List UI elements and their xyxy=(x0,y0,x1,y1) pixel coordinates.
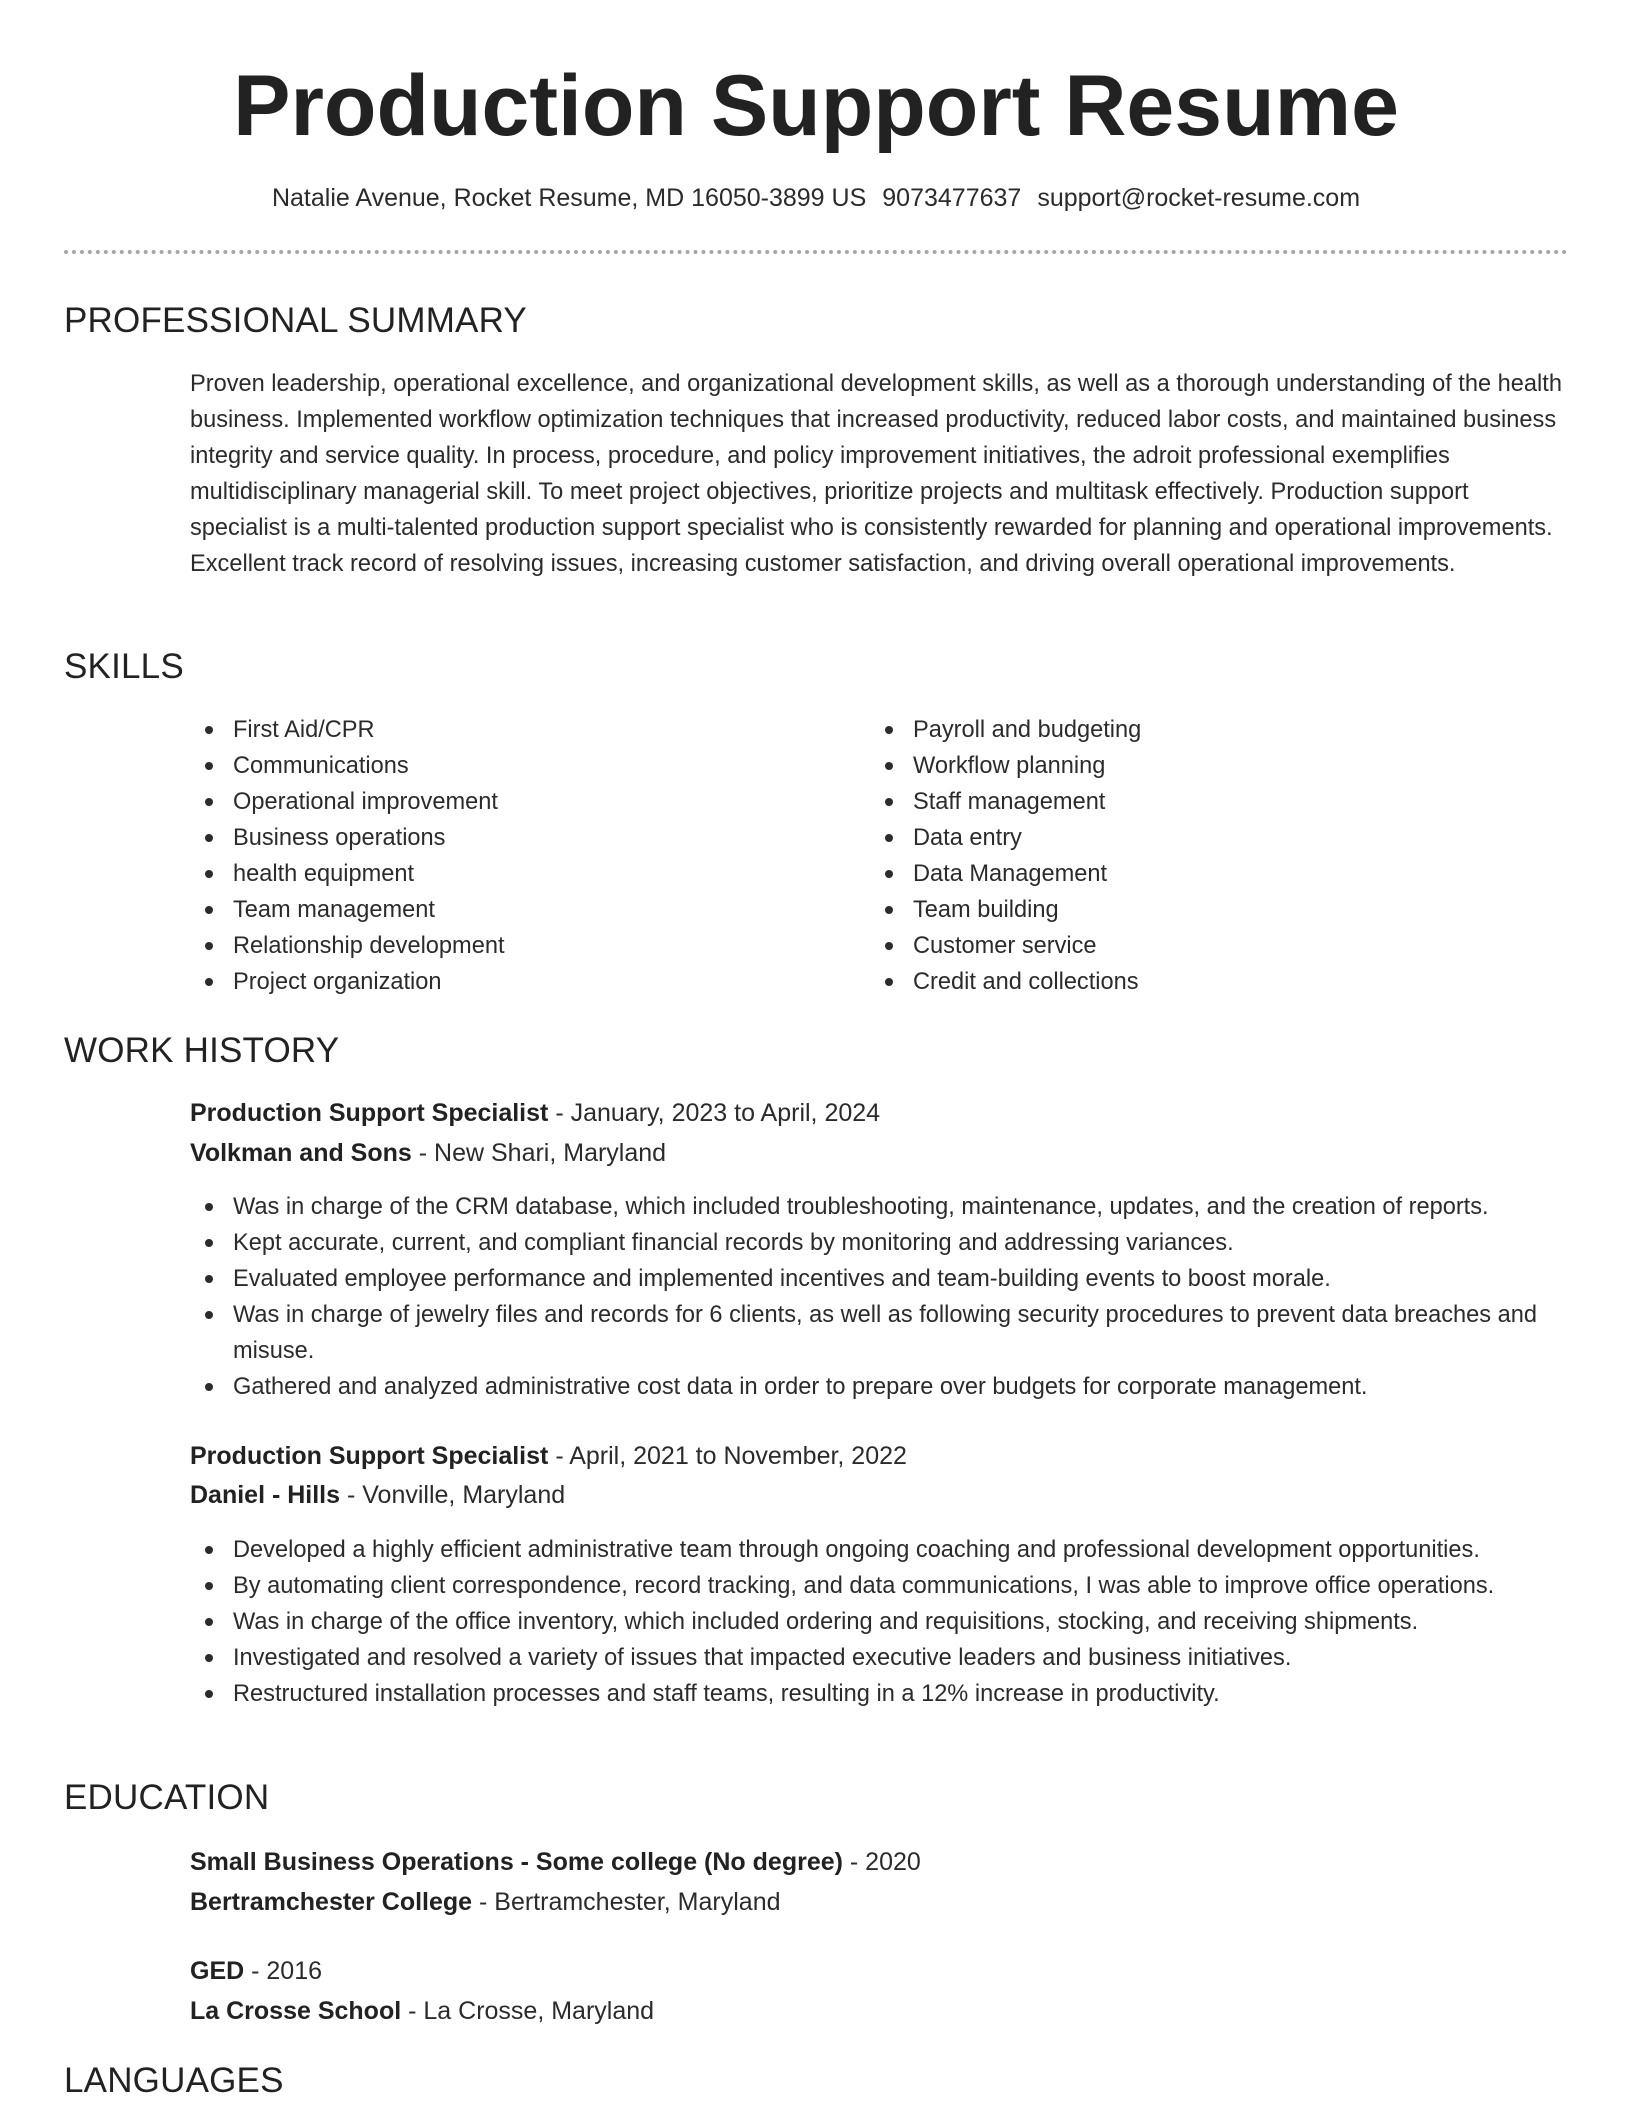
list-item xyxy=(190,856,850,892)
bullet-dot xyxy=(885,726,893,734)
section-heading-skills: SKILLS xyxy=(64,647,184,686)
bullet-dot xyxy=(205,870,213,878)
bullet-dot xyxy=(205,906,213,914)
bullet-dot xyxy=(205,1311,213,1319)
list-item xyxy=(190,1676,1570,1712)
job-bullet-text: Developed a highly efficient administrative team through ongoing coaching and professional development opportunities. xyxy=(233,1537,1480,1563)
job-bullet-text: Kept accurate, current, and compliant financial records by monitoring and addressing variances. xyxy=(233,1230,1234,1256)
bullet-dot xyxy=(205,1239,213,1247)
education-location: - Bertramchester, Maryland xyxy=(472,1888,781,1916)
job-company: Volkman and Sons xyxy=(190,1139,412,1167)
job-bullets xyxy=(190,1532,1570,1712)
education-degree: Small Business Operations - Some college (No degree) xyxy=(190,1848,843,1876)
skill-label: Customer service xyxy=(913,933,1097,959)
list-item xyxy=(190,1640,1570,1676)
section-heading-summary: PROFESSIONAL SUMMARY xyxy=(64,301,527,340)
header-divider xyxy=(64,250,1568,254)
job-company-line xyxy=(190,1479,565,1511)
education-degree-line xyxy=(190,1955,322,1987)
list-item xyxy=(190,892,850,928)
bullet-dot xyxy=(205,1275,213,1283)
bullet-dot xyxy=(885,906,893,914)
bullet-dot xyxy=(205,978,213,986)
job-company-line xyxy=(190,1137,666,1169)
job-title: Production Support Specialist xyxy=(190,1442,549,1470)
skill-label: Relationship development xyxy=(233,933,505,959)
list-item xyxy=(190,1261,1570,1297)
job-dates: - April, 2021 to November, 2022 xyxy=(548,1442,907,1470)
section-heading-work-history: WORK HISTORY xyxy=(64,1031,340,1070)
bullet-dot xyxy=(205,942,213,950)
skill-label: First Aid/CPR xyxy=(233,717,375,743)
contact-address: Natalie Avenue, Rocket Resume, MD 16050-3899 US xyxy=(271,184,867,212)
education-year: - 2016 xyxy=(244,1957,323,1985)
bullet-dot xyxy=(205,762,213,770)
list-item xyxy=(190,1604,1570,1640)
bullet-dot xyxy=(205,834,213,842)
job-title-line xyxy=(190,1097,880,1129)
list-item xyxy=(190,964,850,1000)
skill-label: Data entry xyxy=(913,825,1022,851)
education-location: - La Crosse, Maryland xyxy=(401,1997,655,2025)
bullet-dot xyxy=(205,1383,213,1391)
job-company: Daniel - Hills xyxy=(190,1481,341,1509)
bullet-dot xyxy=(205,1203,213,1211)
resume-title: Production Support Resume xyxy=(233,58,1399,154)
bullet-dot xyxy=(205,1546,213,1554)
list-item xyxy=(190,748,850,784)
contact-phone: 9073477637 xyxy=(882,184,1022,212)
skill-label: Business operations xyxy=(233,825,446,851)
education-school: La Crosse School xyxy=(190,1997,402,2025)
skill-label: Communications xyxy=(233,753,409,779)
skill-label: Workflow planning xyxy=(913,753,1106,779)
summary-text: Proven leadership, operational excellence, and organizational development skills, as well as a thorough understanding of the health business. Implemented workflow optimization techniques that increased productivity, reduced labor costs, and maintained business integrity and service quality. In process, procedure, and policy improvement initiatives, the adroit professional exemplifies multidisciplinary managerial skill. To meet project objectives, prioritize projects and multitask effectively. Production support specialist is a multi-talented production support specialist who is consistently rewarded for planning and operational improvements. Excellent track record of resolving issues, increasing customer satisfaction, and driving overall operational improvements. xyxy=(190,371,1562,577)
list-item xyxy=(870,964,1530,1000)
job-title-line xyxy=(190,1440,907,1472)
list-item xyxy=(190,1297,1570,1369)
skills-list-left xyxy=(190,712,850,1000)
job-title: Production Support Specialist xyxy=(190,1099,549,1127)
list-item xyxy=(870,748,1530,784)
list-item xyxy=(870,856,1530,892)
bullet-dot xyxy=(885,978,893,986)
list-item xyxy=(870,928,1530,964)
contact-email: support@rocket-resume.com xyxy=(1037,184,1361,212)
bullet-dot xyxy=(885,798,893,806)
job-location: - Vonville, Maryland xyxy=(340,1481,566,1509)
list-item xyxy=(190,928,850,964)
bullet-dot xyxy=(885,762,893,770)
skill-label: Payroll and budgeting xyxy=(913,717,1142,743)
list-item xyxy=(190,1369,1570,1405)
skill-label: Team building xyxy=(913,897,1059,923)
skill-label: Team management xyxy=(233,897,435,923)
job-bullet-text: Gathered and analyzed administrative cost data in order to prepare over budgets for corporate management. xyxy=(233,1374,1368,1400)
education-school: Bertramchester College xyxy=(190,1888,473,1916)
contact-line xyxy=(0,182,1632,214)
list-item xyxy=(870,820,1530,856)
list-item xyxy=(190,1568,1570,1604)
job-bullets xyxy=(190,1189,1570,1405)
list-item xyxy=(190,784,850,820)
list-item xyxy=(190,712,850,748)
skills-list-right xyxy=(870,712,1530,1000)
skill-label: health equipment xyxy=(233,861,415,887)
skill-label: Data Management xyxy=(913,861,1108,887)
skill-label: Staff management xyxy=(913,789,1106,815)
skill-label: Project organization xyxy=(233,969,442,995)
bullet-dot xyxy=(205,1690,213,1698)
section-heading-education: EDUCATION xyxy=(64,1778,270,1817)
job-bullet-text: Investigated and resolved a variety of issues that impacted executive leaders and business initiatives. xyxy=(233,1645,1292,1671)
bullet-dot xyxy=(205,798,213,806)
education-year: - 2020 xyxy=(842,1848,921,1876)
bullet-dot xyxy=(205,726,213,734)
job-bullet-text: Restructured installation processes and staff teams, resulting in a 12% increase in productivity. xyxy=(233,1681,1220,1707)
list-item xyxy=(870,892,1530,928)
bullet-dot xyxy=(885,942,893,950)
list-item xyxy=(870,712,1530,748)
skill-label: Operational improvement xyxy=(233,789,498,815)
section-heading-languages: LANGUAGES xyxy=(64,2061,284,2100)
job-dates: - January, 2023 to April, 2024 xyxy=(548,1099,881,1127)
bullet-dot xyxy=(885,870,893,878)
education-degree: GED xyxy=(190,1957,245,1985)
education-school-line xyxy=(190,1886,781,1918)
job-bullet-text: Was in charge of the office inventory, which included ordering and requisitions, stocking, and receiving shipments. xyxy=(233,1609,1419,1635)
list-item xyxy=(190,1225,1570,1261)
job-bullet-text: Was in charge of jewelry files and records for 6 clients, as well as following security procedures to prevent data breaches and misuse. xyxy=(233,1302,1537,1364)
job-bullet-text: Evaluated employee performance and implemented incentives and team-building events to boost morale. xyxy=(233,1266,1331,1292)
bullet-dot xyxy=(205,1582,213,1590)
job-location: - New Shari, Maryland xyxy=(411,1139,667,1167)
bullet-dot xyxy=(885,834,893,842)
bullet-dot xyxy=(205,1654,213,1662)
list-item xyxy=(190,1189,1570,1225)
list-item xyxy=(190,1532,1570,1568)
skill-label: Credit and collections xyxy=(913,969,1139,995)
job-bullet-text: By automating client correspondence, record tracking, and data communications, I was able to improve office operations. xyxy=(233,1573,1495,1599)
education-school-line xyxy=(190,1995,654,2027)
list-item xyxy=(870,784,1530,820)
bullet-dot xyxy=(205,1618,213,1626)
education-degree-line xyxy=(190,1846,921,1878)
job-bullet-text: Was in charge of the CRM database, which included troubleshooting, maintenance, updates, and the creation of reports. xyxy=(233,1194,1489,1220)
list-item xyxy=(190,820,850,856)
